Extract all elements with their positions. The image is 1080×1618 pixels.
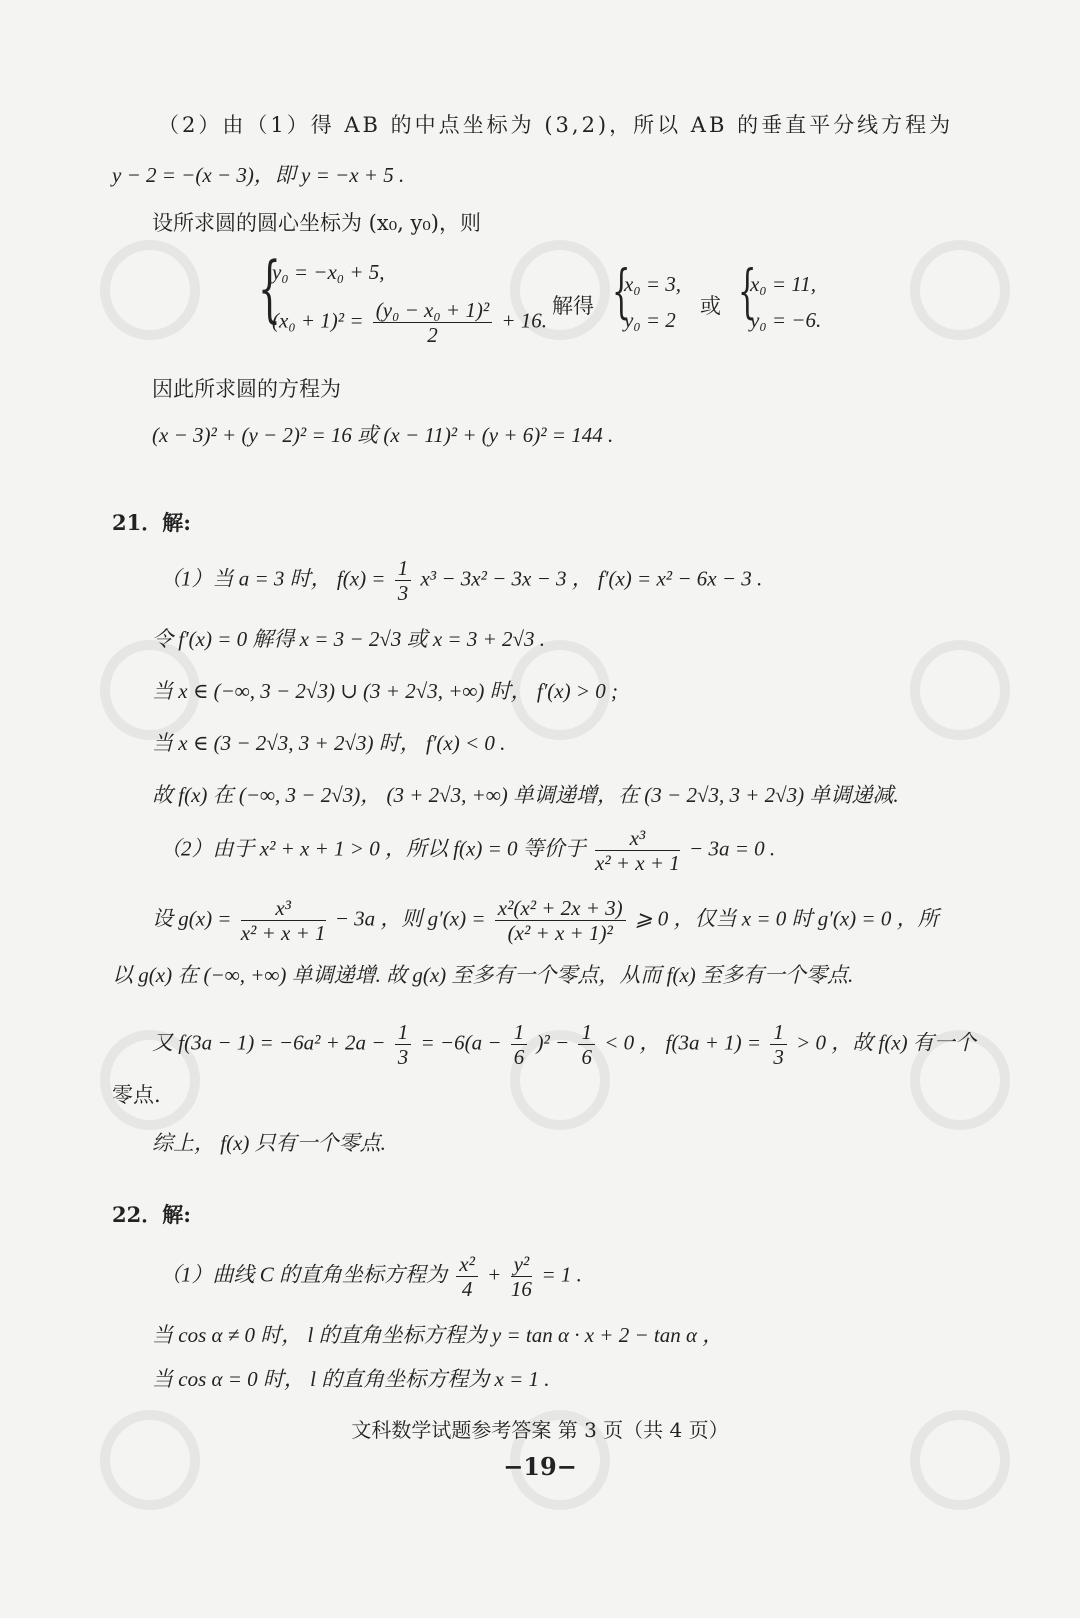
- q22-p1-fraction1: [456, 1252, 478, 1301]
- q21-p9-post: > 0 ，故 f(x) 有一个: [796, 1030, 976, 1055]
- solution2-a: x₀ = 11,: [750, 272, 816, 296]
- q21-p4: 当 x ∈ (3 − 2√3, 3 + 2√3) 时， f′(x) < 0 .: [152, 731, 506, 755]
- q22-p2: 当 cos α ≠ 0 时， l 的直角坐标方程为 y = tan α · x + 2 − tan α ，: [152, 1323, 724, 1347]
- part2-line2: y − 2 = −(x − 3)，即 y = −x + 5 .: [112, 163, 405, 187]
- fraction-numerator: y²: [511, 1252, 533, 1277]
- q21-p7-pre: 设 g(x) =: [152, 906, 232, 931]
- q21-p6: [160, 826, 775, 875]
- q21-p9-mid1: = −6(a −: [420, 1030, 502, 1055]
- fraction-numerator: 1: [395, 556, 412, 581]
- system-eq-b-right: + 16.: [501, 308, 548, 333]
- q21-p6-fraction: [595, 826, 680, 875]
- fraction-denominator: 4: [461, 1277, 473, 1301]
- part2-line4: 因此所求圆的方程为: [152, 377, 341, 401]
- q21-p9-mid3: < 0 ， f(3a + 1) =: [604, 1030, 762, 1055]
- fraction-numerator: 1: [395, 1020, 412, 1045]
- fraction-numerator: x³: [595, 826, 680, 851]
- solution1-brace: {: [612, 257, 631, 325]
- q21-p9-fraction4: [770, 1020, 787, 1069]
- page-number: −19−: [503, 1452, 577, 1481]
- system-eq-b: [272, 298, 547, 347]
- q21-p6-post: − 3a = 0 .: [689, 836, 776, 861]
- q21-p1-fraction: [395, 556, 412, 605]
- part2-line1: （2）由（1）得 AB 的中点坐标为 (3,2)，所以 AB 的垂直平分线方程为: [158, 113, 954, 137]
- q21-p9-fraction1: [395, 1020, 412, 1069]
- fraction-denominator: 16: [510, 1277, 532, 1301]
- part2-line5: (x − 3)² + (y − 2)² = 16 或 (x − 11)² + (y + 6)² = 144 .: [152, 423, 614, 447]
- q21-p9-pre: 又 f(3a − 1) = −6a² + 2a −: [152, 1030, 386, 1055]
- q21-p7-fraction2: [495, 896, 626, 945]
- fraction-numerator: x²: [456, 1252, 478, 1277]
- q22-p1-post: = 1 .: [541, 1262, 582, 1287]
- fraction-denominator: 6: [513, 1045, 525, 1069]
- q21-p11: 综上， f(x) 只有一个零点.: [152, 1131, 386, 1155]
- solve-label: 解得: [552, 294, 594, 318]
- system-eq-b-left: (x₀ + 1)² =: [272, 308, 364, 333]
- q22-p1-pre: （1）曲线 C 的直角坐标方程为: [160, 1262, 448, 1287]
- q22-p1-fraction2: [511, 1252, 533, 1301]
- q21-p9-fraction3: [578, 1020, 595, 1069]
- solution2-b: y₀ = −6.: [750, 308, 822, 332]
- q21-p5: 故 f(x) 在 (−∞, 3 − 2√3)， (3 + 2√3, +∞) 单调递增，在 (3 − 2√3, 3 + 2√3) 单调递减.: [152, 783, 899, 807]
- system-eq-b-fraction: [373, 298, 492, 347]
- q21-p9-mid2: )² −: [536, 1030, 570, 1055]
- q21-p2: 令 f′(x) = 0 解得 x = 3 − 2√3 或 x = 3 + 2√3 .: [152, 627, 546, 651]
- solution1-a: x₀ = 3,: [624, 272, 682, 296]
- fraction-numerator: 1: [578, 1020, 595, 1045]
- fraction-denominator: 6: [581, 1045, 592, 1069]
- fraction-denominator: (x² + x + 1)²: [507, 921, 613, 945]
- q21-p1-post: x³ − 3x² − 3x − 3 ， f′(x) = x² − 6x − 3 .: [420, 566, 763, 591]
- fraction-numerator: 1: [511, 1020, 528, 1045]
- q21-p3: 当 x ∈ (−∞, 3 − 2√3) ∪ (3 + 2√3, +∞) 时， f′(x) > 0 ;: [152, 679, 619, 703]
- fraction-denominator: 2: [427, 323, 438, 347]
- q21-p7-mid: − 3a ，则 g′(x) =: [334, 906, 486, 931]
- fraction-numerator: (y₀ − x₀ + 1)²: [373, 298, 492, 323]
- or-label: 或: [700, 294, 721, 318]
- fraction-denominator: x² + x + 1: [240, 921, 326, 945]
- system-eq-a: y₀ = −x₀ + 5,: [272, 260, 385, 284]
- fraction-denominator: 3: [397, 581, 409, 605]
- fraction-numerator: x³: [241, 896, 326, 921]
- q21-p7-post: ⩾ 0 ，仅当 x = 0 时 g′(x) = 0 ，所: [634, 906, 939, 931]
- system-brace: {: [258, 246, 281, 330]
- fraction-numerator: x²(x² + 2x + 3): [495, 896, 626, 921]
- q21-p1-pre: （1）当 a = 3 时， f(x) =: [160, 566, 386, 591]
- q21-p8: 以 g(x) 在 (−∞, +∞) 单调递增. 故 g(x) 至多有一个零点，从而 f(x) 至多有一个零点.: [112, 963, 854, 987]
- part2-line3: 设所求圆的圆心坐标为 (x₀, y₀)，则: [152, 211, 481, 235]
- fraction-denominator: 3: [397, 1045, 409, 1069]
- solution1-b: y₀ = 2: [624, 308, 676, 332]
- q22-heading: 22．解:: [112, 1202, 191, 1227]
- solution2-brace: {: [738, 257, 757, 325]
- q22-p3: 当 cos α = 0 时， l 的直角坐标方程为 x = 1 .: [152, 1367, 550, 1391]
- footer-caption: 文科数学试题参考答案 第 3 页（共 4 页）: [351, 1418, 729, 1442]
- q21-p7-fraction1: [241, 896, 326, 945]
- q21-p10: 零点.: [112, 1083, 161, 1107]
- q21-p6-pre: （2）由于 x² + x + 1 > 0 ，所以 f(x) = 0 等价于: [160, 836, 586, 861]
- fraction-numerator: 1: [770, 1020, 787, 1045]
- fraction-denominator: x² + x + 1: [595, 851, 680, 875]
- q21-p9: [152, 1020, 976, 1069]
- fraction-denominator: 3: [773, 1045, 784, 1069]
- q22-p1: [160, 1252, 582, 1301]
- q21-p1: [160, 556, 762, 605]
- q22-p1-plus: +: [487, 1262, 502, 1287]
- q21-heading: 21．解:: [112, 510, 191, 535]
- q21-p9-fraction2: [511, 1020, 528, 1069]
- q21-p7: [152, 896, 939, 945]
